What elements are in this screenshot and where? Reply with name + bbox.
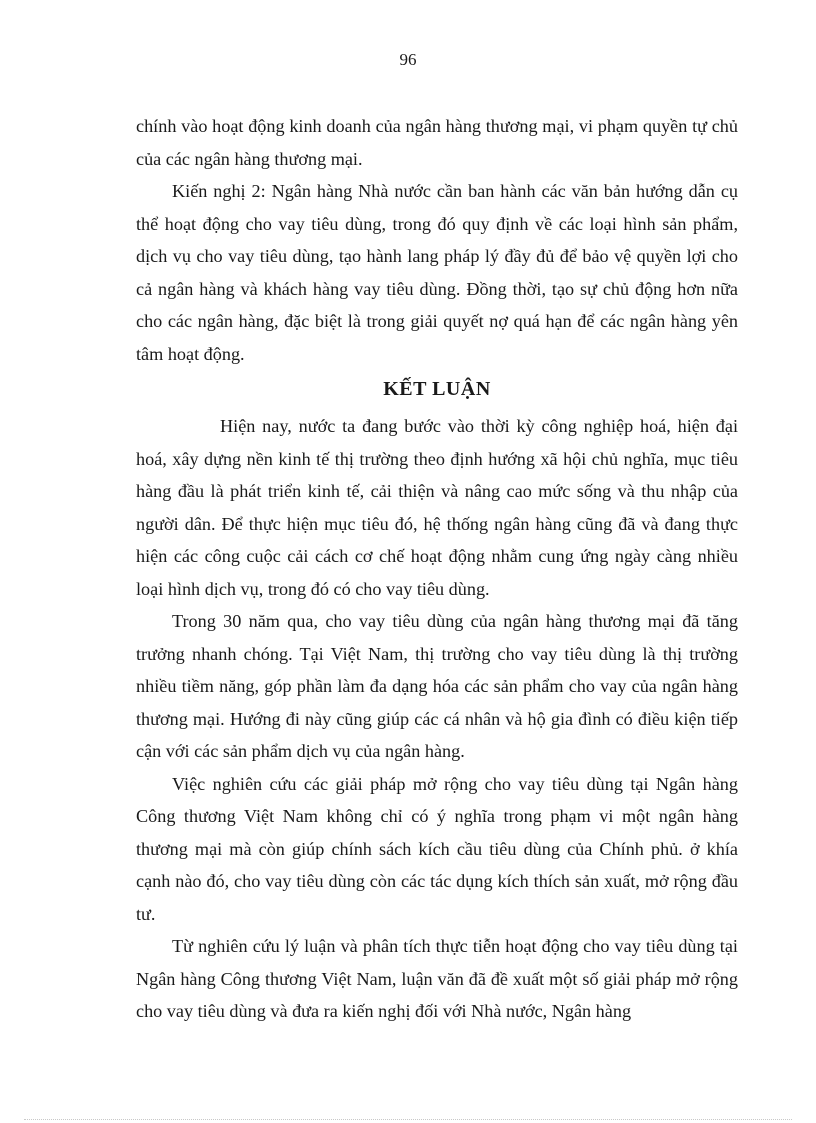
page-number: 96 [399, 50, 417, 69]
document-body [136, 110, 738, 1028]
paragraph-recommendation-2: Kiến nghị 2: Ngân hàng Nhà nước cần ban hành các văn bản hướng dẫn cụ thể hoạt động cho vay tiêu dùng, trong đó quy định về các loại hình sản phẩm, dịch vụ cho vay tiêu dùng, tạo hành lang pháp lý đầy đủ để bảo vệ quyền lợi cho cả ngân hàng và khách hàng vay tiêu dùng. Đồng thời, tạo sự chủ động hơn nữa cho các ngân hàng, đặc biệt là trong giải quyết nợ quá hạn để các ngân hàng yên tâm hoạt động. [136, 181, 738, 364]
paragraph-conclusion-3: Việc nghiên cứu các giải pháp mở rộng cho vay tiêu dùng tại Ngân hàng Công thương Việt Nam không chỉ có ý nghĩa trong phạm vi một ngân hàng thương mại mà còn giúp chính sách kích cầu tiêu dùng của Chính phủ. ở khía cạnh nào đó, cho vay tiêu dùng còn các tác dụng kích thích sản xuất, mở rộng đầu tư. [136, 773, 738, 924]
paragraph-conclusion-4: Từ nghiên cứu lý luận và phân tích thực tiễn hoạt động cho vay tiêu dùng tại Ngân hàng Công thương Việt Nam, luận văn đã đề xuất một số giải pháp mở rộng cho vay tiêu dùng và đưa ra kiến nghị đối với Nhà nước, Ngân hàng [136, 936, 738, 1021]
paragraph-conclusion-2: Trong 30 năm qua, cho vay tiêu dùng của ngân hàng thương mại đã tăng trưởng nhanh chóng. Tại Việt Nam, thị trường cho vay tiêu dùng là thị trường nhiều tiềm năng, góp phần làm đa dạng hóa các sản phẩm cho vay của ngân hàng thương mại. Hướng đi này cũng giúp các cá nhân và hộ gia đình có điều kiện tiếp cận với các sản phẩm dịch vụ của ngân hàng. [136, 611, 738, 761]
paragraph-continuation: chính vào hoạt động kinh doanh của ngân hàng thương mại, vi phạm quyền tự chủ của các ngân hàng thương mại. [136, 116, 738, 169]
page-bottom-divider [24, 1119, 792, 1120]
paragraph-conclusion-1: Hiện nay, nước ta đang bước vào thời kỳ công nghiệp hoá, hiện đại hoá, xây dựng nền kinh tế thị trường theo định hướng xã hội chủ nghĩa, mục tiêu hàng đầu là phát triển kinh tế, cải thiện và nâng cao mức sống và thu nhập của người dân. Để thực hiện mục tiêu đó, hệ thống ngân hàng cũng đã và đang thực hiện các công cuộc cải cách cơ chế hoạt động nhằm cung ứng ngày càng nhiều loại hình dịch vụ, trong đó có cho vay tiêu dùng. [136, 416, 738, 599]
section-heading-conclusion: KẾT LUẬN [383, 378, 491, 400]
